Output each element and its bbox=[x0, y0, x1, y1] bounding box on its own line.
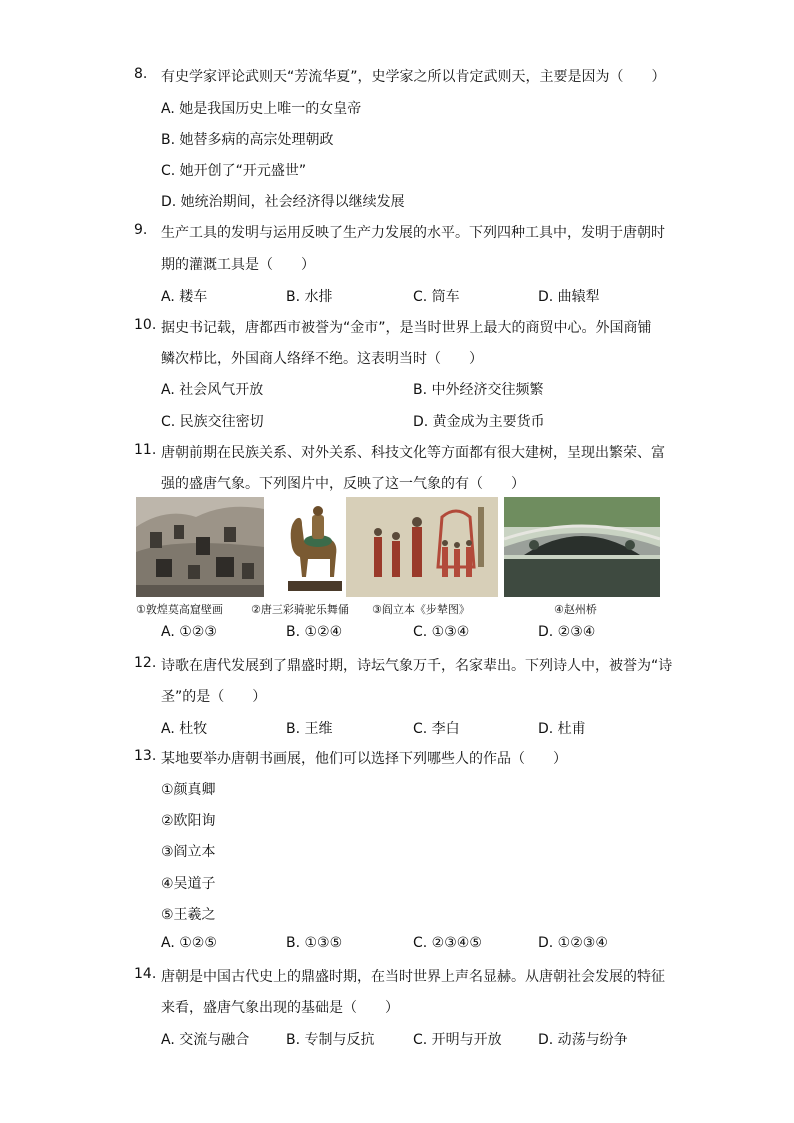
option-a[interactable]: A. ①②③ bbox=[161, 624, 217, 640]
question-number: 8. bbox=[134, 66, 148, 82]
question-number: 11. bbox=[134, 442, 157, 458]
option-d[interactable]: D. 她统治期间，社会经济得以继续发展 bbox=[161, 194, 405, 210]
list-item: ④吴道子 bbox=[161, 876, 216, 892]
option-a[interactable]: A. 交流与融合 bbox=[161, 1032, 250, 1048]
question-number: 12. bbox=[134, 655, 157, 671]
question-stem: 唐朝是中国古代史上的鼎盛时期，在当时世界上声名显赫。从唐朝社会发展的特征 bbox=[161, 969, 665, 985]
option-c[interactable]: C. ②③④⑤ bbox=[413, 935, 482, 951]
question-stem: 来看，盛唐气象出现的基础是（ ） bbox=[161, 1000, 399, 1016]
mogao-caves-image bbox=[136, 497, 264, 597]
question-stem: 某地要举办唐朝书画展，他们可以选择下列哪些人的作品（ ） bbox=[161, 751, 567, 767]
option-d[interactable]: D. 黄金成为主要货币 bbox=[413, 414, 545, 430]
option-b[interactable]: B. 专制与反抗 bbox=[286, 1032, 375, 1048]
option-c[interactable]: C. 李白 bbox=[413, 721, 460, 737]
question-11-images bbox=[136, 497, 660, 617]
option-a[interactable]: A. 她是我国历史上唯一的女皇帝 bbox=[161, 101, 362, 117]
question-stem: 强的盛唐气象。下列图片中，反映了这一气象的有（ ） bbox=[161, 476, 525, 492]
option-c[interactable]: C. 民族交往密切 bbox=[161, 414, 264, 430]
list-item: ⑤王羲之 bbox=[161, 907, 216, 923]
question-stem: 唐朝前期在民族关系、对外关系、科技文化等方面都有很大建树，呈现出繁荣、富 bbox=[161, 445, 665, 461]
question-number: 14. bbox=[134, 966, 157, 982]
option-b[interactable]: B. ①③⑤ bbox=[286, 935, 343, 951]
option-a[interactable]: A. 杜牧 bbox=[161, 721, 208, 737]
question-stem: 据史书记载，唐都西市被誉为“金市”，是当时世界上最大的商贸中心。外国商铺 bbox=[161, 320, 652, 336]
option-b[interactable]: B. 水排 bbox=[286, 289, 333, 305]
option-a[interactable]: A. ①②⑤ bbox=[161, 935, 217, 951]
question-stem: 有史学家评论武则天“芳流华夏”，史学家之所以肯定武则天，主要是因为（ ） bbox=[161, 69, 666, 85]
option-b[interactable]: B. 中外经济交往频繁 bbox=[413, 382, 544, 398]
list-item: ②欧阳询 bbox=[161, 813, 216, 829]
option-c[interactable]: C. ①③④ bbox=[413, 624, 470, 640]
question-number: 9. bbox=[134, 222, 148, 238]
option-d[interactable]: D. 动荡与纷争 bbox=[538, 1032, 628, 1048]
option-a[interactable]: A. 社会风气开放 bbox=[161, 382, 264, 398]
option-d[interactable]: D. 曲辕犁 bbox=[538, 289, 600, 305]
zhaozhou-bridge-image bbox=[504, 497, 660, 597]
tang-sancai-camel-image bbox=[278, 497, 352, 597]
option-b[interactable]: B. ①②④ bbox=[286, 624, 343, 640]
question-stem: 鳞次栉比，外国商人络绎不绝。这表明当时（ ） bbox=[161, 351, 483, 367]
option-c[interactable]: C. 她开创了“开元盛世” bbox=[161, 163, 307, 179]
bunian-tu-image bbox=[346, 497, 498, 597]
list-item: ①颜真卿 bbox=[161, 782, 216, 798]
option-d[interactable]: D. 杜甫 bbox=[538, 721, 586, 737]
image-caption-3: ③阎立本《步辇图》 bbox=[372, 603, 470, 616]
question-stem: 圣”的是（ ） bbox=[161, 689, 267, 705]
image-caption-4: ④赵州桥 bbox=[554, 603, 597, 616]
option-d[interactable]: D. ②③④ bbox=[538, 624, 596, 640]
list-item: ③阎立本 bbox=[161, 844, 216, 860]
image-caption-2: ②唐三彩骑驼乐舞俑 bbox=[251, 603, 349, 616]
option-c[interactable]: C. 筒车 bbox=[413, 289, 460, 305]
question-stem: 诗歌在唐代发展到了鼎盛时期，诗坛气象万千，名家辈出。下列诗人中，被誉为“诗 bbox=[161, 658, 673, 674]
option-b[interactable]: B. 王维 bbox=[286, 721, 333, 737]
option-c[interactable]: C. 开明与开放 bbox=[413, 1032, 502, 1048]
question-stem: 生产工具的发明与运用反映了生产力发展的水平。下列四种工具中，发明于唐朝时 bbox=[161, 225, 665, 241]
option-a[interactable]: A. 耧车 bbox=[161, 289, 208, 305]
option-d[interactable]: D. ①②③④ bbox=[538, 935, 608, 951]
question-number: 13. bbox=[134, 748, 157, 764]
question-stem: 期的灌溉工具是（ ） bbox=[161, 257, 315, 273]
option-b[interactable]: B. 她替多病的高宗处理朝政 bbox=[161, 132, 334, 148]
image-caption-1: ①敦煌莫高窟壁画 bbox=[136, 603, 223, 616]
question-number: 10. bbox=[134, 317, 157, 333]
